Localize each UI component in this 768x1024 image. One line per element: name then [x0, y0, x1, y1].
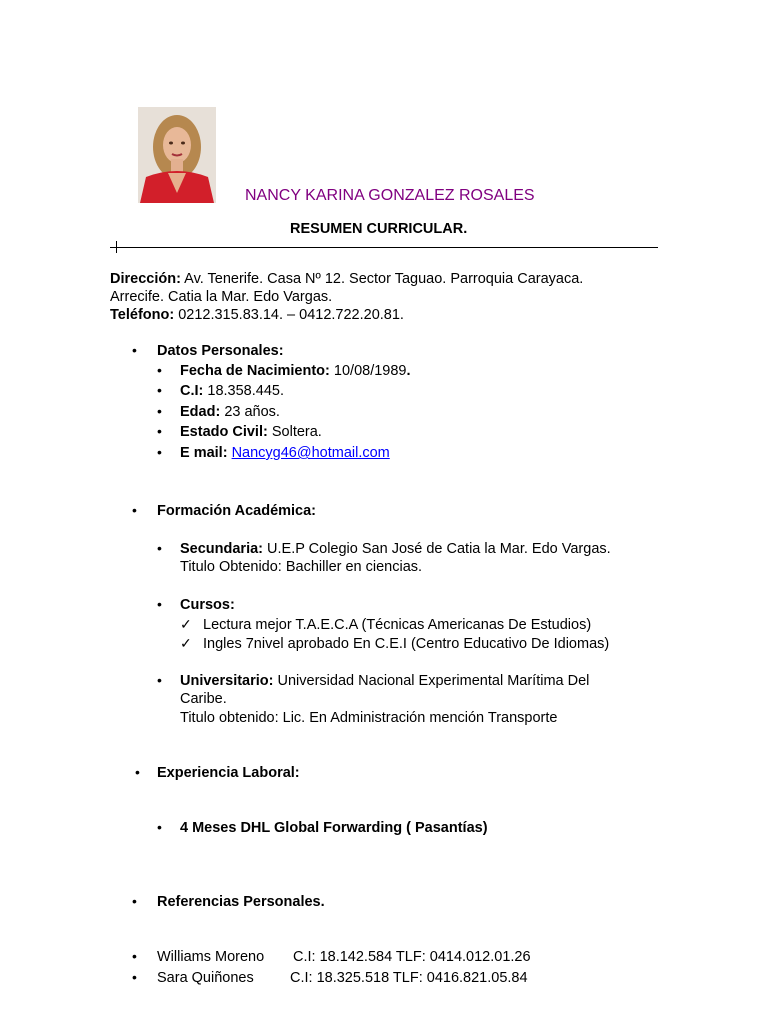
- bullet: •: [132, 893, 137, 909]
- bullet: •: [157, 596, 162, 612]
- header-divider: [110, 247, 658, 248]
- university-label: Universitario:: [180, 673, 274, 689]
- bullet: •: [157, 444, 162, 460]
- ci-value: 18.358.445.: [207, 383, 284, 399]
- university-title: Titulo obtenido: Lic. En Administración mención Transporte: [180, 710, 558, 726]
- bullet: •: [157, 403, 162, 419]
- address-line-2: Arrecife. Catia la Mar. Edo Vargas.: [110, 289, 333, 305]
- check-icon: ✓: [180, 635, 192, 651]
- reference-name: Williams Moreno: [157, 949, 265, 965]
- email-line: [180, 444, 390, 462]
- courses-label: Cursos:: [180, 597, 235, 613]
- birth-dot: .: [406, 363, 411, 379]
- address-label: Dirección:: [110, 271, 181, 287]
- experience-heading: Experiencia Laboral:: [157, 765, 300, 781]
- civil-line: [180, 423, 322, 441]
- civil-value: Soltera.: [271, 424, 322, 440]
- ci-line: [180, 382, 284, 400]
- secondary-label: Secundaria:: [180, 541, 263, 557]
- profile-photo: [138, 107, 216, 203]
- ci-label: C.I:: [180, 383, 204, 399]
- bullet: •: [157, 423, 162, 439]
- phone-line: [110, 306, 404, 324]
- bullet: •: [157, 540, 162, 556]
- bullet: •: [132, 342, 137, 358]
- references-heading: Referencias Personales.: [157, 894, 325, 910]
- bullet: •: [132, 948, 137, 964]
- bullet: •: [157, 819, 162, 835]
- document-subtitle: RESUMEN CURRICULAR.: [290, 221, 468, 237]
- bullet: •: [157, 362, 162, 378]
- phone-value: 0212.315.83.14. – 0412.722.20.81.: [178, 307, 404, 323]
- email-link[interactable]: Nancyg46@hotmail.com: [231, 445, 390, 461]
- university-line: [180, 672, 589, 690]
- email-label: E mail:: [180, 445, 228, 461]
- university-value: Universidad Nacional Experimental Marítima Del: [277, 673, 590, 689]
- bullet: •: [132, 502, 137, 518]
- check-icon: ✓: [180, 616, 192, 632]
- academic-heading: Formación Académica:: [157, 503, 317, 519]
- secondary-value: U.E.P Colegio San José de Catia la Mar. Edo Vargas.: [267, 541, 611, 557]
- secondary-line: [180, 540, 611, 558]
- birth-label: Fecha de Nacimiento:: [180, 363, 330, 379]
- course-item: Ingles 7nivel aprobado En C.E.I (Centro Educativo De Idiomas): [203, 636, 610, 652]
- secondary-title: Titulo Obtenido: Bachiller en ciencias.: [180, 559, 423, 575]
- phone-label: Teléfono:: [110, 307, 175, 323]
- reference-details: C.I: 18.142.584 TLF: 0414.012.01.26: [293, 949, 531, 965]
- bullet: •: [132, 969, 137, 985]
- bullet: •: [135, 764, 140, 780]
- age-value: 23 años.: [224, 404, 280, 420]
- address-line: [110, 270, 583, 288]
- personal-heading: Datos Personales:: [157, 343, 284, 359]
- portrait-image: [138, 107, 216, 203]
- university-value-cont: Caribe.: [180, 691, 227, 707]
- age-line: [180, 403, 280, 421]
- candidate-name: NANCY KARINA GONZALEZ ROSALES: [245, 187, 535, 204]
- age-label: Edad:: [180, 404, 221, 420]
- course-item: Lectura mejor T.A.E.C.A (Técnicas Americanas De Estudios): [203, 617, 592, 633]
- birth-value: 10/08/1989: [333, 363, 407, 379]
- experience-item: 4 Meses DHL Global Forwarding ( Pasantías): [180, 820, 488, 836]
- reference-details: C.I: 18.325.518 TLF: 0416.821.05.84: [290, 970, 528, 986]
- civil-label: Estado Civil:: [180, 424, 268, 440]
- bullet: •: [157, 672, 162, 688]
- reference-name: Sara Quiñones: [157, 970, 254, 986]
- bullet: •: [157, 382, 162, 398]
- address-value: Av. Tenerife. Casa Nº 12. Sector Taguao. Parroquia Carayaca.: [184, 271, 584, 287]
- birth-line: [180, 362, 411, 380]
